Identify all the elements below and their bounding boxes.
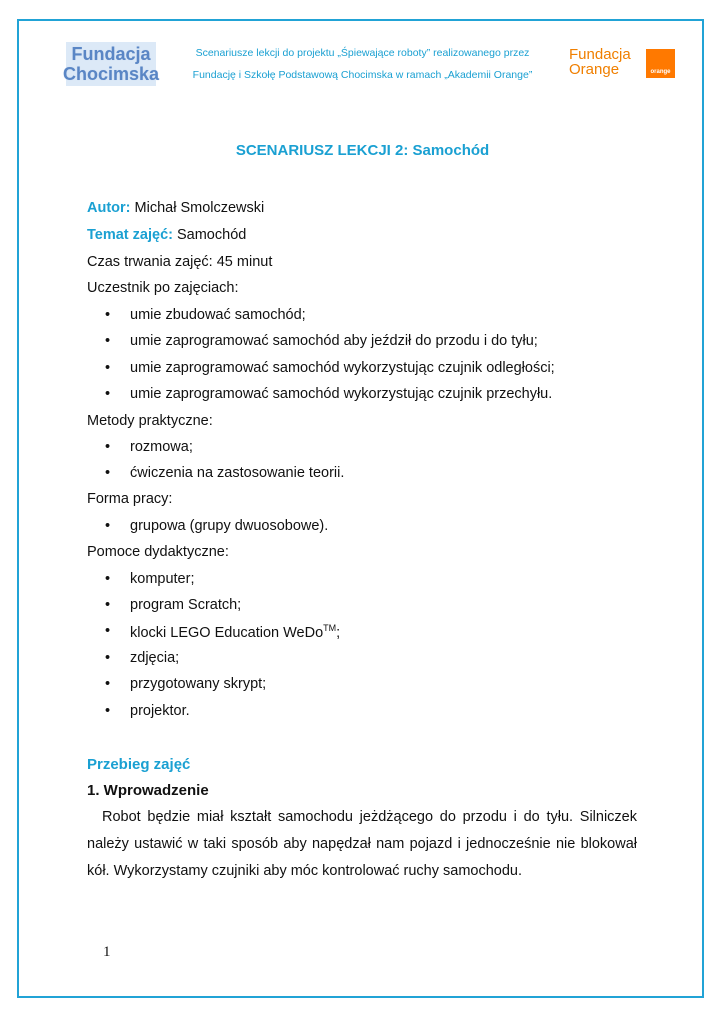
bullet-icon: •	[105, 571, 111, 587]
logo-left-line2: Chocimska	[62, 64, 160, 84]
aid-item: zdjęcia;	[130, 650, 180, 666]
topic-line	[87, 227, 246, 243]
method-item: ćwiczenia na zastosowanie teorii.	[130, 465, 345, 481]
intro-heading: 1. Wprowadzenie	[87, 782, 209, 799]
course-heading: Przebieg zajęć	[87, 756, 191, 773]
bullet-icon: •	[105, 676, 111, 692]
fundacja-chocimska-logo	[62, 42, 160, 86]
intro-paragraph: Robot będzie miał kształt samochodu jeżdżącego do przodu i do tyłu. Silniczek należy ustawić w taki sposób aby napędzał nam pojazd i jednocześnie nie blokował kół. Wykorzystamy czujniki aby móc kontrolować ruchy samochodu.	[87, 809, 637, 879]
outcome-item: umie zbudować samochód;	[130, 307, 306, 323]
participant-heading: Uczestnik po zajęciach:	[87, 280, 239, 296]
header-text	[165, 42, 560, 86]
logo-left-line1: Fundacja	[71, 44, 151, 64]
bullet-icon: •	[105, 623, 111, 639]
bullet-icon: •	[105, 465, 111, 481]
outcome-item: umie zaprogramować samochód wykorzystując czujnik odległości;	[130, 360, 555, 376]
outcome-item: umie zaprogramować samochód wykorzystując czujnik przechyłu.	[130, 386, 553, 402]
bullet-icon: •	[105, 650, 111, 666]
bullet-icon: •	[105, 386, 111, 402]
author-line	[87, 200, 264, 216]
logo-right-line1: Fundacja	[569, 46, 631, 63]
method-item: rozmowa;	[130, 439, 193, 455]
outcome-item: umie zaprogramować samochód aby jeździł do przodu i do tyłu;	[130, 333, 538, 349]
aids-heading: Pomoce dydaktyczne:	[87, 544, 229, 560]
orange-logo-box	[646, 49, 675, 78]
aid-item: program Scratch;	[130, 597, 242, 613]
aid-item: klocki LEGO Education WeDo	[130, 624, 324, 641]
topic-label: Temat zajęć:	[87, 227, 173, 243]
form-item: grupowa (grupy dwuosobowe).	[130, 518, 329, 534]
aid-item: projektor.	[130, 703, 190, 719]
fundacja-orange-logo	[569, 47, 674, 79]
bullet-icon: •	[105, 518, 111, 534]
header-line2: Fundację i Szkołę Podstawową Chocimska w ramach „Akademii Orange”	[192, 69, 533, 81]
aid-item: komputer;	[130, 571, 195, 587]
author-label: Autor:	[87, 200, 131, 216]
bullet-icon: •	[105, 333, 111, 349]
header-line1: Scenariusze lekcji do projektu „Śpiewające roboty” realizowanego przez	[195, 47, 530, 59]
bullet-icon: •	[105, 703, 111, 719]
logo-right-line2: Orange	[569, 61, 620, 78]
duration-line: Czas trwania zajęć: 45 minut	[87, 254, 273, 270]
bullet-icon: •	[105, 439, 111, 455]
aid-suffix: ;	[336, 624, 341, 641]
bullet-icon: •	[105, 597, 111, 613]
bullet-icon: •	[105, 360, 111, 376]
form-heading: Forma pracy:	[87, 491, 173, 507]
aid-item: przygotowany skrypt;	[130, 676, 267, 692]
bullet-icon: •	[105, 307, 111, 323]
methods-heading: Metody praktyczne:	[87, 413, 213, 429]
aid-item-lego	[130, 623, 340, 641]
document-title: SCENARIUSZ LEKCJI 2: Samochód	[235, 142, 490, 159]
topic-value: Samochód	[172, 227, 247, 243]
orange-box-label: orange	[650, 69, 671, 75]
trademark-mark: TM	[323, 623, 337, 633]
author-value: Michał Smolczewski	[130, 200, 265, 216]
page-number: 1	[103, 944, 111, 960]
